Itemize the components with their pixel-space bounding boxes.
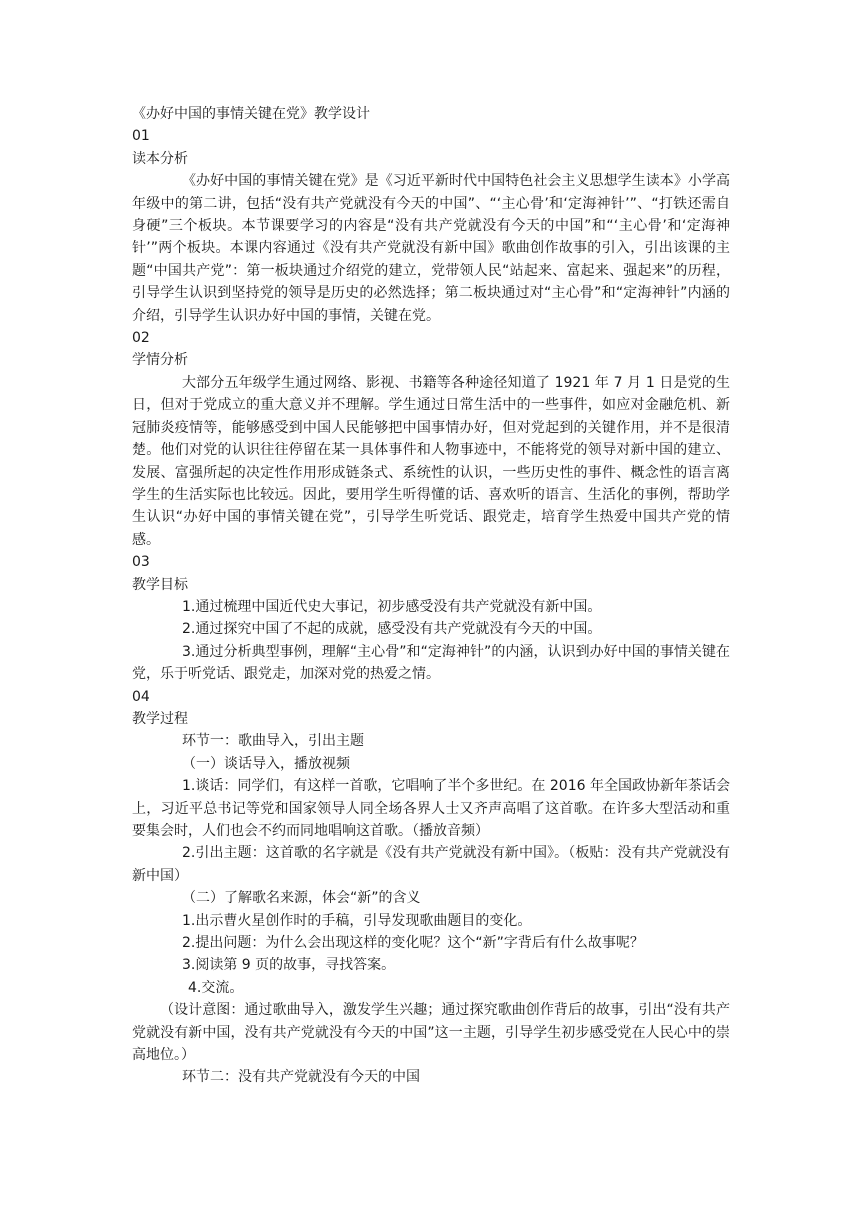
process-step: 4.交流。 xyxy=(188,979,244,996)
document-title: 《办好中国的事情关键在党》教学设计 xyxy=(132,106,370,122)
section-number: 02 xyxy=(132,330,150,347)
goal-item: 1.通过梳理中国近代史大事记，初步感受没有共产党就没有新中国。 xyxy=(182,598,602,615)
section-number: 03 xyxy=(132,554,150,571)
process-step: 3.阅读第 9 页的故事，寻找答案。 xyxy=(182,957,396,974)
process-subheading: （一）谈话导入，播放视频 xyxy=(182,755,350,772)
process-link-heading: 环节二：没有共产党就没有今天的中国 xyxy=(182,1069,420,1086)
section-number: 01 xyxy=(132,128,150,145)
section-heading: 学情分析 xyxy=(132,352,188,369)
goal-item: 3.通过分析典型事例，理解“主心骨”和“定海神针”的内涵，认识到办好中国的事情关键在党，乐于听党话、跟党走，加深对党的热爱之情。 xyxy=(132,643,730,683)
section-number: 04 xyxy=(132,688,150,705)
process-subheading: （二）了解歌名来源，体会“新”的含义 xyxy=(182,890,421,907)
process-link-heading: 环节一：歌曲导入，引出主题 xyxy=(182,733,364,750)
section-heading: 读本分析 xyxy=(132,150,188,167)
process-step: 2.提出问题：为什么会出现这样的变化呢？这个“新”字背后有什么故事呢？ xyxy=(182,935,644,952)
document-page xyxy=(132,103,730,1089)
design-note: （设计意图：通过歌曲导入，激发学生兴趣；通过探究歌曲创作背后的故事，引出“没有共产党就没有新中国，没有共产党就没有今天的中国”这一主题，引导学生初步感受党在人民心中的崇高地位。） xyxy=(132,1002,730,1064)
section-heading: 教学目标 xyxy=(132,576,188,593)
process-step: 1.谈话：同学们，有这样一首歌，它唱响了半个多世纪。在 2016 年全国政协新年茶话会上，习近平总书记等党和国家领导人同全场各界人士又齐声高唱了这首歌。在许多大型活动和重要集会时，人们也会不约而同地唱响这首歌。（播放音频） xyxy=(132,778,730,839)
goal-item: 2.通过探究中国了不起的成就，感受没有共产党就没有今天的中国。 xyxy=(182,621,602,638)
process-step: 2.引出主题：这首歌的名字就是《没有共产党就没有新中国》。（板贴：没有共产党就没有新中国） xyxy=(132,845,730,884)
section-paragraph: 大部分五年级学生通过网络、影视、书籍等各种途径知道了 1921 年 7 月 1 日是党的生日，但对于党成立的重大意义并不理解。学生通过日常生活中的一些事件，如应对金融危机、新冠肺炎疫情等，能够感受到中国人民能够把中国事情办好，但对党起到的关键作用，并不是很清楚。他们对党的认识往往停留在某一具体事件和人物事迹中，不能将党的领导对新中国的建立、发展、富强所起的决定性作用形成链条式、系统性的认识，一些历史性的事件、概念性的语言离学生的生活实际也比较远。因此，要用学生听得懂的话、喜欢听的语言、生活化的事例，帮助学生认识“办好中国的事情关键在党”，引导学生听党话、跟党走，培育学生热爱中国共产党的情感。 xyxy=(132,374,730,548)
section-paragraph: 《办好中国的事情关键在党》是《习近平新时代中国特色社会主义思想学生读本》小学高年级中的第二讲，包括“没有共产党就没有今天的中国”、“‘主心骨’和‘定海神针’”、“打铁还需自身硬”三个板块。本节课要学习的内容是“没有共产党就没有今天的中国”和“‘主心骨’和‘定海神针’”两个板块。本课内容通过《没有共产党就没有新中国》歌曲创作故事的引入，引出该课的主题“中国共产党”：第一板块通过介绍党的建立，党带领人民“站起来、富起来、强起来”的历程，引导学生认识到坚持党的领导是历史的必然选择；第二板块通过对“主心骨”和“定海神针”内涵的介绍，引导学生认识办好中国的事情，关键在党。 xyxy=(132,173,730,324)
process-step: 1.出示曹火星创作时的手稿，引导发现歌曲题目的变化。 xyxy=(182,912,532,929)
section-heading: 教学过程 xyxy=(132,710,188,727)
